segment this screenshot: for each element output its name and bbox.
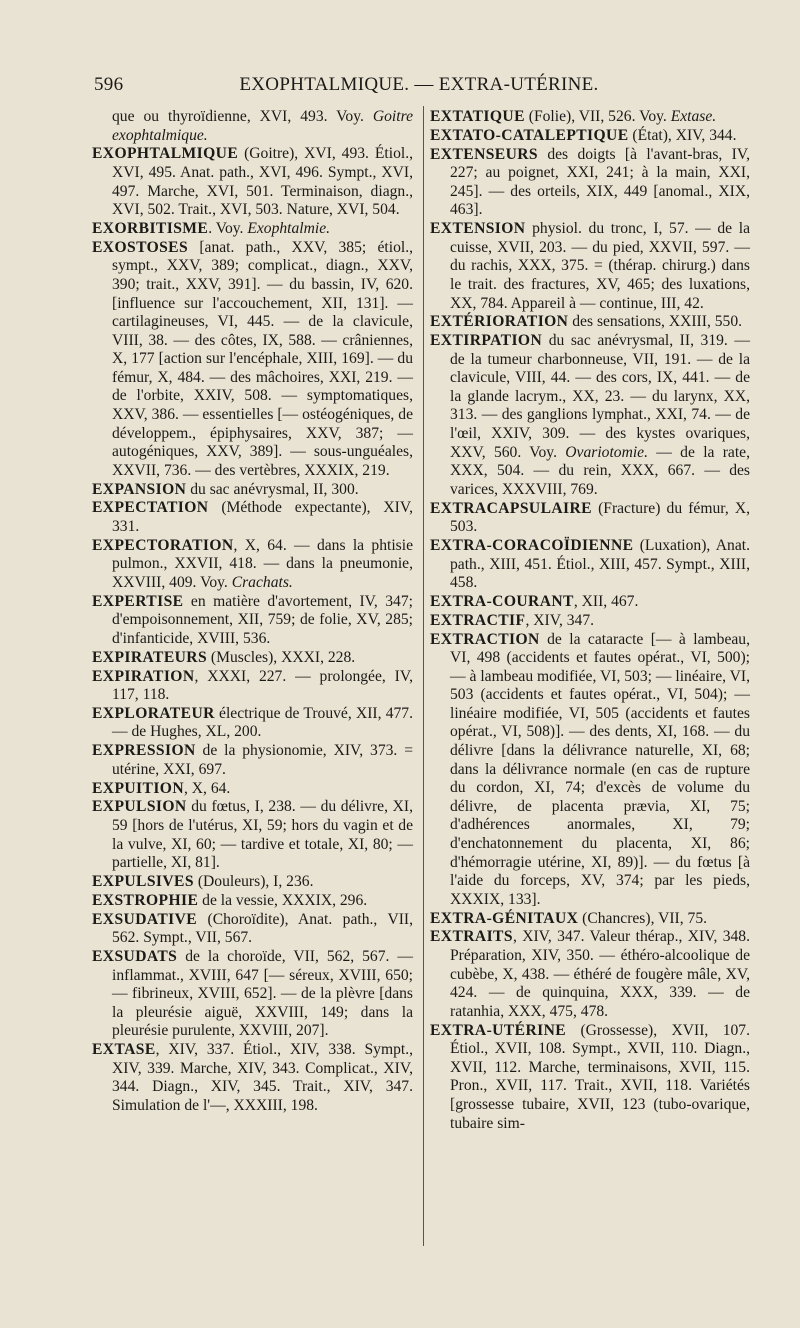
page-header [94,74,744,98]
entry-headword: EXTRACTION [430,630,540,648]
entry-headword: EXTATIQUE [430,108,525,125]
index-entry [92,649,413,668]
index-entry [92,668,413,705]
entry-cross-reference: Crachats. [231,573,293,591]
index-entry [92,481,413,500]
index-entry [430,500,750,537]
index-entry [430,612,750,631]
entry-text: de la physionomie, XIV, 373. = utérine, XXI, 697. [112,742,413,778]
column-divider [423,106,424,1246]
entry-headword: EXPERTISE [92,592,184,610]
entry-headword: EXPIRATION [92,667,195,685]
entry-headword: EXPECTORATION [92,536,234,554]
page-number: 596 [94,74,124,95]
index-entry [92,220,413,239]
entry-headword: EXPULSIVES [92,872,194,890]
index-entry [92,239,413,481]
entry-text: , X, 64. — dans la phtisie pulmon., XXVII, 418. — dans la pneumonie, XXVIII, 409. Voy. [112,536,413,591]
entry-text: , XXXI, 227. — prolongée, IV, 117, 118. [112,667,413,704]
index-entry [430,220,750,313]
index-entry [92,798,413,872]
entry-text: en matière d'avortement, IV, 347; d'empoisonnement, XII, 759; de folie, XV, 285; d'infanticide, XVIII, 536. [112,592,413,647]
index-entry [430,108,750,127]
entry-continuation [92,108,413,145]
entry-text: du fœtus, I, 238. — du délivre, XI, 59 [hors de l'utérus, XI, 59; hors du vagin et de la vulve, XI, 60; — tardive et totale, XI, 80; — partielle, XI, 81]. [112,798,413,872]
entry-text: (Grossesse), XVII, 107. Étiol., XVII, 108. Sympt., XVII, 110. Diagn., XVII, 112. Marche, terminaisons, XVII, 115. Pron., XVII, 117. Trait., XVII, 118. Variétés [grossesse tubaire, XVII, 123 (tubo-ovarique, tubaire sim- [450,1021,750,1132]
entry-text: (Muscles), XXXI, 228. [207,648,356,666]
entry-text-tail: — de la rate, XXX, 504. — du rein, XXX, 667. — des varices, XXXVIII, 769. [450,443,750,498]
entry-headword: EXTRACTIF [430,611,526,629]
entry-text: de la choroïde, VII, 562, 567. — inflammat., XVIII, 647 [— séreux, XVIII, 650; — fibrineux, XVIII, 652]. — de la plèvre [dans la pleurésie aiguë, XXVIII, 149; dans la pleurésie purulente, XXVIII, 207]. [112,947,413,1040]
entry-headword: EXTÉRIORATION [430,313,569,331]
left-column [92,108,413,1116]
entry-cross-reference: Goitre exophtalmique. [112,108,413,144]
entry-headword: EXTASE [92,1041,156,1059]
index-entry [430,127,750,146]
entry-text: (État), XIV, 344. [628,126,737,144]
entry-headword: EXTIRPATION [430,332,543,350]
index-entry [430,593,750,612]
entry-cross-reference: Exophtalmie. [247,219,331,237]
index-entry [430,332,750,499]
entry-text: (Choroïdite), Anat. path., VII, 562. Sympt., VII, 567. [112,910,413,947]
entry-text: (Chancres), VII, 75. [578,909,708,927]
entry-headword: EXTENSEURS [430,145,538,163]
entry-text: physiol. du tronc, I, 57. — de la cuisse, XVII, 203. — du pied, XXVII, 597. — du rachis, XXX, 375. = (thérap. chirurg.) dans le trait. des fractures, XV, 465; des luxations, XX, 784. Appareil à — continue, III, 42. [450,220,750,312]
entry-headword: EXOSTOSES [92,238,189,256]
index-entry [92,873,413,892]
entry-headword: EXPLORATEUR [92,704,215,722]
entry-text: que ou thyroïdienne, XVI, 493. Voy. [112,108,373,125]
entry-headword: EXTRA-CORACOÏDIENNE [430,536,634,554]
index-entry [92,499,413,536]
entry-headword: EXTENSION [430,220,526,238]
index-entry [92,593,413,649]
entry-cross-reference: Ovariotomie. [565,443,649,461]
index-entry [92,1041,413,1115]
entry-headword: EXORBITISME [92,219,209,237]
entry-headword: EXTRACAPSULAIRE [430,499,592,517]
entry-headword: EXTRA-GÉNITAUX [430,909,579,927]
entry-cross-reference: Extase. [670,108,717,125]
entry-text: (Fracture) du fémur, X, 503. [450,499,750,536]
entry-text: , XIV, 347. [525,611,595,629]
index-entry [92,742,413,779]
entry-text: électrique de Trouvé, XII, 477. — de Hughes, XL, 200. [112,704,413,741]
entry-text: des doigts [à l'avant-bras, IV, 227; au poignet, XXI, 241; à la main, XXI, 245]. — des orteils, XIX, 449 [anomal., XIX, 463]. [450,145,750,219]
entry-headword: EXPECTATION [92,499,209,517]
entry-text: (Luxation), Anat. path., XIII, 451. Étiol., XIII, 457. Sympt., XIII, 458. [450,536,750,592]
entry-headword: EXSTROPHIE [92,891,199,909]
running-title: EXOPHTALMIQUE. — EXTRA-UTÉRINE. [239,74,599,95]
entry-text: . Voy. [208,219,248,237]
entry-text: , XIV, 347. Valeur thérap., XIV, 348. Préparation, XIV, 350. — éthéro-alcoolique de cubèbe, X, 438. — éthéré de fougère mâle, XV, 424. — de quinquina, XXX, 339. — de ratanhia, XXX, 475, 478. [450,928,750,1020]
entry-headword: EXOPHTALMIQUE [92,145,239,163]
entry-headword: EXTATO-CATALEPTIQUE [430,126,629,144]
entry-headword: EXTRAITS [430,928,513,946]
entry-text: (Goitre), XVI, 493. Étiol., XVI, 495. Anat. path., XVI, 496. Sympt., XVI, 497. Marche, XVI, 501. Terminaison, diagn., XVI, 502. Trait., XVI, 503. Nature, XVI, 504. [112,145,413,219]
entry-text: , XII, 467. [573,592,639,610]
entry-headword: EXPUITION [92,779,184,797]
index-entry [430,910,750,929]
entry-text: (Douleurs), I, 236. [193,872,314,890]
entry-text: (Folie), VII, 526. Voy. [524,108,671,125]
entry-text: de la vessie, XXXIX, 296. [198,891,368,909]
index-entry [430,313,750,332]
entry-headword: EXPIRATEURS [92,648,208,666]
index-entry [430,537,750,593]
entry-headword: EXPANSION [92,480,187,498]
entry-text: [anat. path., XXV, 385; étiol., sympt., XXV, 389; complicat., diagn., XXV, 390; trait., XXV, 391]. — du bassin, IV, 620. [influence sur l'accouchement, XII, 131]. — cartilagineuses, VI, 445. — de la clavicule, VIII, 38. — des côtes, IX, 588. — crâniennes, X, 177 [action sur l'encéphale, XIII, 169]. — du fémur, X, 484. — des mâchoires, XXI, 219. — de l'orbite, XXIV, 508. — symptomatiques, XXV, 386. — essentielles [— ostéogéniques, de développem., épiphysaires, XXV, 387; — autogéniques, XXV, 389]. — sous-unguéales, XXVII, 736. — des vertèbres, XXXIX, 219. [112,238,413,479]
index-entry [92,892,413,911]
entry-text: du sac anévrysmal, II, 319. — de la tumeur charbonneuse, VII, 191. — de la clavicule, VIII, 44. — des cors, IX, 441. — de la glande lacrym., XX, 23. — du larynx, XX, 313. — des ganglions lymphat., XXI, 74. — de l'œil, XXIV, 309. — des kystes ovariques, XXV, 560. Voy. [450,332,750,461]
right-column [430,108,750,1133]
entry-text: du sac anévrysmal, II, 300. [186,480,359,498]
index-entry [430,631,750,910]
index-entry [92,705,413,742]
index-entry [430,928,750,1021]
index-entry [92,780,413,799]
entry-headword: EXPULSION [92,798,187,816]
entry-text: des sensations, XXIII, 550. [568,313,743,331]
index-entry [92,537,413,593]
entry-headword: EXTRA-COURANT [430,592,574,610]
entry-text: , X, 64. [183,779,231,797]
entry-text: , XIV, 337. Étiol., XIV, 338. Sympt., XIV, 339. Marche, XIV, 343. Complicat., XIV, 344. Diagn., XIV, 345. Trait., XIV, 347. Simulation de l'—, XXXIII, 198. [112,1041,413,1114]
entry-headword: EXPRESSION [92,742,196,760]
index-entry [92,911,413,948]
entry-headword: EXSUDATIVE [92,910,198,928]
entry-text: de la cataracte [— à lambeau, VI, 498 (accidents et fautes opérat., VI, 500); — à lambeau modifiée, VI, 503; — linéaire, VI, 503 (accidents et fautes opérat., VI, 504); — linéaire modifiée, VI, 505 (accidents et fautes opérat., VI, 508)]. — des dents, XI, 168. — du délivre [dans la délivrance naturelle, XI, 68; dans la délivrance normale (en cas de rupture du cordon, XI, 74; d'excès de volume du délivre, de placenta prævia, XI, 75; d'adhérences anormales, XI, 79; d'enchatonnement du placenta, XI, 86; d'hémorragie utérine, XI, 89)]. — du fœtus [à l'aide du forceps, XV, 374; par les pieds, XXXIX, 133]. [450,630,750,908]
entry-headword: EXTRA-UTÉRINE [430,1021,567,1039]
index-entry [92,948,413,1041]
index-entry [430,1022,750,1134]
entry-headword: EXSUDATS [92,947,178,965]
index-entry [430,146,750,220]
entry-text: (Méthode expectante), XIV, 331. [112,499,413,535]
index-entry [92,145,413,219]
